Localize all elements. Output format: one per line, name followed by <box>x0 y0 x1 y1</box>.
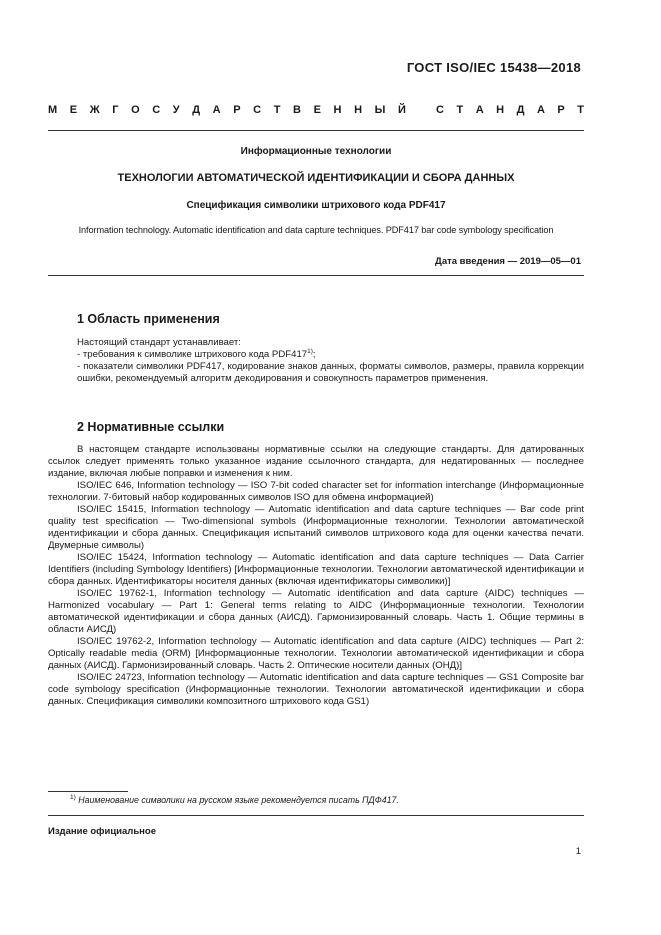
band-word-right <box>436 104 584 116</box>
title-english: Information technology. Automatic identification and data capture techniques. PDF417 bar code symbology specification <box>78 225 554 235</box>
band-letter: Н <box>496 104 505 116</box>
reference-paragraph: ISO/IEC 15424, Information technology — Automatic identification and data capture techniques — Data Carrier Identifiers (including Symbology Identifiers) [Информационные технологии. Технологии автоматической идентификации и сбора данных. Идентификаторы носителя данных (включая идентификаторы символики)] <box>48 552 584 587</box>
title-sub: Спецификация символики штрихового кода PDF417 <box>186 200 446 211</box>
title-category: Информационные технологии <box>240 146 392 157</box>
title-main: ТЕХНОЛОГИИ АВТОМАТИЧЕСКОЙ ИДЕНТИФИКАЦИИ И СБОРА ДАННЫХ <box>117 172 515 184</box>
band-letter: Т <box>456 104 464 116</box>
reference-paragraph: ISO/IEC 24723, Information technology — Automatic identification and data capture techniques — GS1 Composite bar code symbology specification (Информационные технологии. Технологии автоматической идентификации и сбора данных. Спецификация символики композитного штрихового кода GS1) <box>48 672 584 707</box>
divider <box>48 275 584 276</box>
section-1-line: Настоящий стандарт устанавливает: <box>77 337 241 348</box>
band-letter: Р <box>233 104 241 116</box>
reference-paragraph: ISO/IEC 19762-2, Information technology — Automatic identification and data capture (AIDC) techniques — Part 2: Optically readable media (ORM) [Информационные технологии. Технологии автоматической идентификации и сбора данных (АИСД). Гармонизированный словарь. Часть 2. Оптические носители данных (ОНД)] <box>48 636 584 671</box>
footnote-divider <box>48 791 128 792</box>
divider <box>48 130 584 131</box>
band-letter: В <box>293 104 301 116</box>
section-1-heading: 1 Область применения <box>77 312 220 326</box>
section-1-body <box>77 337 584 385</box>
section-2-body <box>48 444 584 708</box>
footnote-text: Наименование символики на русском языке рекомендуется писать ПДФ417. <box>78 795 399 805</box>
band-letter: Й <box>397 104 406 116</box>
divider <box>48 815 584 816</box>
band-letter: Г <box>112 104 119 116</box>
band-letter: С <box>152 104 161 116</box>
band-letter: Д <box>192 104 201 116</box>
band-letter: Т <box>577 104 584 116</box>
page-number: 1 <box>575 846 581 857</box>
standard-type-band <box>48 104 584 116</box>
band-letter: Д <box>516 104 525 116</box>
band-letter: Е <box>69 104 78 116</box>
document-id: ГОСТ ISO/IEC 15438—2018 <box>406 60 581 75</box>
band-letter: Т <box>273 104 281 116</box>
reference-paragraph: В настоящем стандарте использованы нормативные ссылки на следующие стандарты. Для датированных ссылок следует применять только указанное издание ссылочного стандарта, для недатированных — последнее издание, включая любые поправки и изменения к ним. <box>48 444 584 479</box>
band-letter: А <box>536 104 545 116</box>
band-letter: Е <box>313 104 321 116</box>
band-letter: Р <box>557 104 565 116</box>
band-word-left <box>48 104 406 116</box>
section-2-heading: 2 Нормативные ссылки <box>77 420 225 434</box>
band-letter: М <box>48 104 58 116</box>
band-letter: С <box>253 104 262 116</box>
band-letter: А <box>475 104 484 116</box>
band-letter: Ж <box>89 104 100 116</box>
band-letter: У <box>172 104 180 116</box>
footnote <box>70 795 399 805</box>
footnote-mark: 1) <box>70 794 76 802</box>
band-letter: Ы <box>374 104 386 116</box>
band-letter: Н <box>354 104 363 116</box>
official-edition-label: Издание официальное <box>48 826 156 837</box>
band-letter: О <box>131 104 140 116</box>
band-letter: А <box>212 104 221 116</box>
reference-paragraph: ISO/IEC 646, Information technology — ISO 7-bit coded character set for information interchange (Информационные технологии. 7-битовый набор кодированных символов ISO для обмена информацией) <box>48 480 584 503</box>
introduction-date: Дата введения — 2019—05—01 <box>435 256 581 267</box>
section-1-line: - требования к символике штрихового кода PDF417$^{1)}$; <box>77 347 316 360</box>
band-letter: Н <box>333 104 342 116</box>
footnote-ref: 1) <box>307 347 313 355</box>
section-1-line: - показатели символики PDF417, кодирование знаков данных, форматы символов, размеры, правила коррекции ошибки, рекомендуемый алгоритм декодирования и совокупность параметров применения. <box>77 361 584 384</box>
reference-paragraph: ISO/IEC 15415, Information technology — Automatic identification and data capture techniques — Bar code print quality test specification — Two-dimensional symbols (Информационные технологии. Технологии автоматической идентификации и сбора данных. Спецификация испытаний символов штрихового кода для оценки качества печати. Двумерные символы) <box>48 504 584 551</box>
reference-paragraph: ISO/IEC 19762-1, Information technology — Automatic identification and data capture (AIDC) techniques — Harmonized vocabulary — Part 1: General terms relating to AIDC (Информационные технологии. Технологии автоматической идентификации и сбора данных (АИСД). Гармонизированный словарь. Часть 1. Общие термины в области АИСД) <box>48 588 584 635</box>
band-letter: С <box>436 104 444 116</box>
